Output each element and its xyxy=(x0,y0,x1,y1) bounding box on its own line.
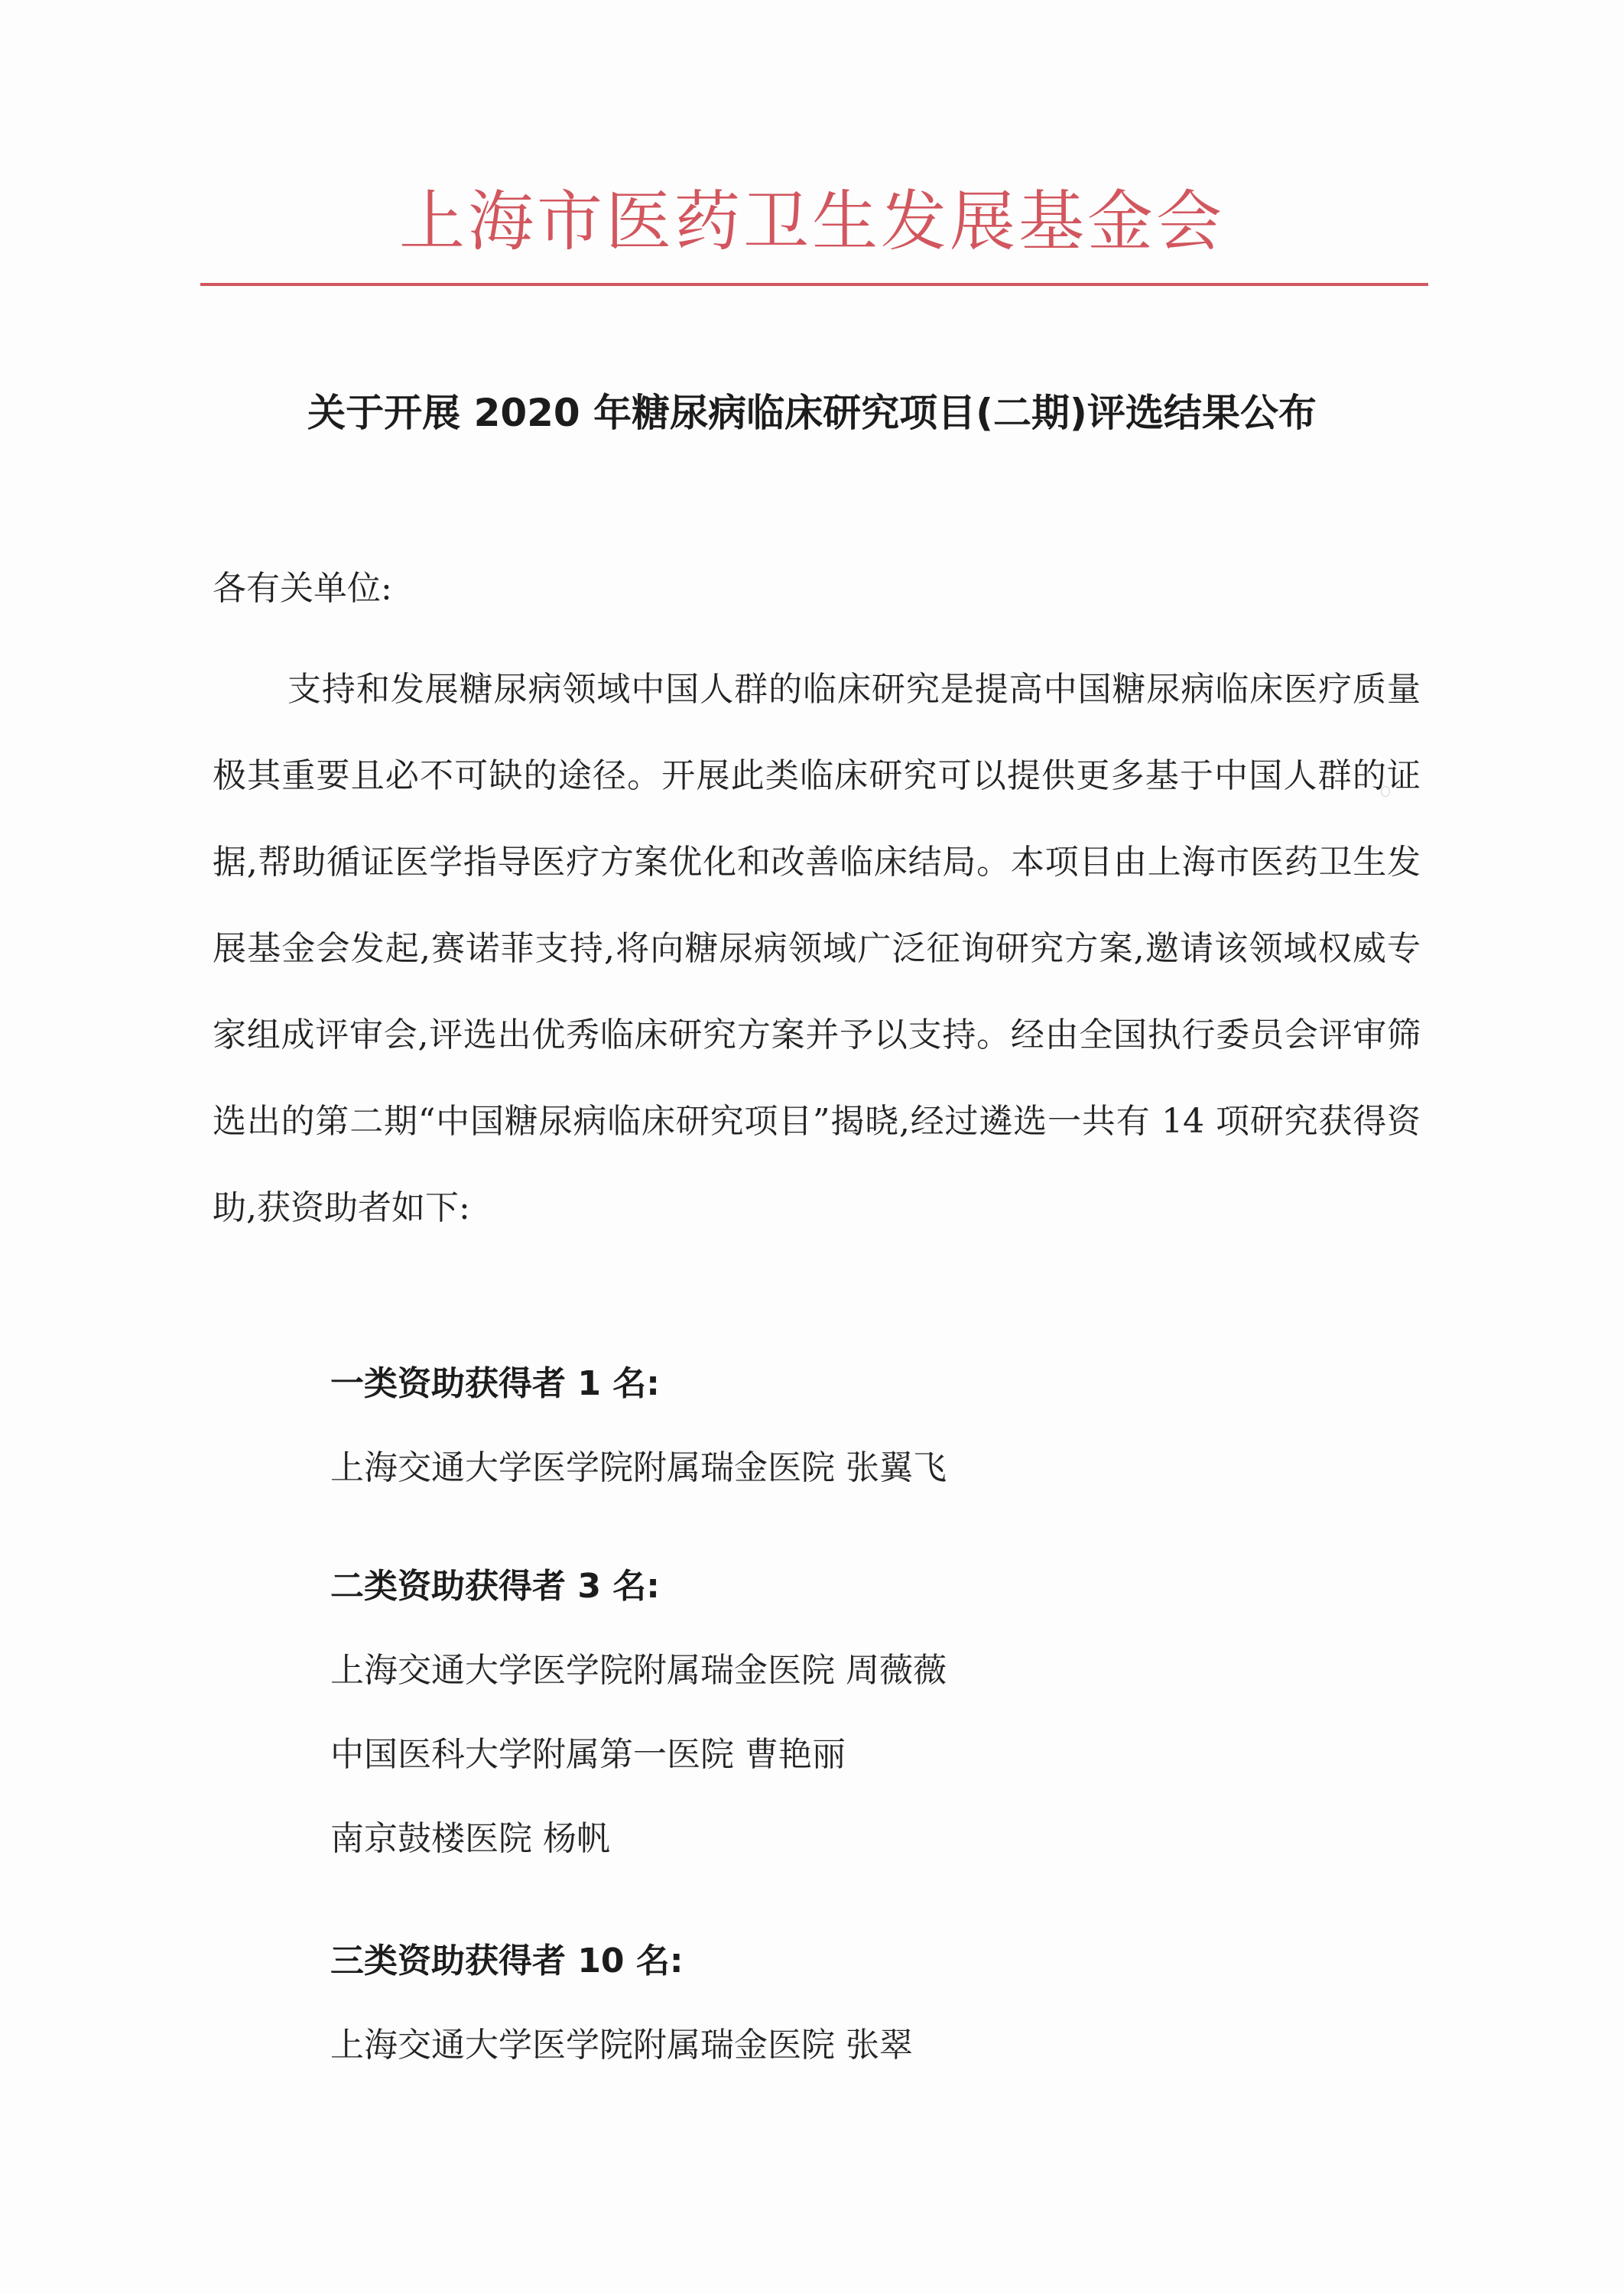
grant-recipient: 上海交通大学医学院附属瑞金医院 张翠 xyxy=(330,2026,913,2065)
scan-artifact xyxy=(1381,786,1390,797)
salutation: 各有关单位: xyxy=(213,569,392,608)
letterhead-org-name: 上海市医药卫生发展基金会 xyxy=(399,184,1225,260)
body-paragraph: 支持和发展糖尿病领域中国人群的临床研究是提高中国糖尿病临床医疗质量极其重要且必不可缺的途径。开展此类临床研究可以提供更多基于中国人群的证据,帮助循证医学指导医疗方案优化和改善临床结局。本项目由上海市医药卫生发展基金会发起,赛诺菲支持,将向糖尿病领域广泛征询研究方案,邀请该领域权威专家组成评审会,评选出优秀临床研究方案并予以支持。经由全国执行委员会评审筛选出的第二期“中国糖尿病临床研究项目”揭晓,经过遴选一共有 14 项研究获得资助,获资助者如下: xyxy=(213,670,1421,1227)
grant-recipient: 上海交通大学医学院附属瑞金医院 张翼飞 xyxy=(330,1448,947,1487)
document-title: 关于开展 2020 年糖尿病临床研究项目(二期)评选结果公布 xyxy=(307,391,1317,435)
grant-heading: 一类资助获得者 1 名: xyxy=(330,1364,660,1403)
letterhead-divider xyxy=(200,283,1428,286)
grant-heading: 二类资助获得者 3 名: xyxy=(330,1567,660,1606)
grant-recipient: 中国医科大学附属第一医院 曹艳丽 xyxy=(330,1735,846,1774)
grant-section-class-2 xyxy=(330,1560,1416,1866)
grant-section-class-1 xyxy=(330,1357,1416,1495)
grant-section-class-3 xyxy=(330,1935,1416,2072)
grant-recipient: 上海交通大学医学院附属瑞金医院 周薇薇 xyxy=(330,1651,947,1690)
grant-recipient: 南京鼓楼医院 杨帆 xyxy=(330,1819,610,1858)
grant-heading: 三类资助获得者 10 名: xyxy=(330,1941,684,1980)
